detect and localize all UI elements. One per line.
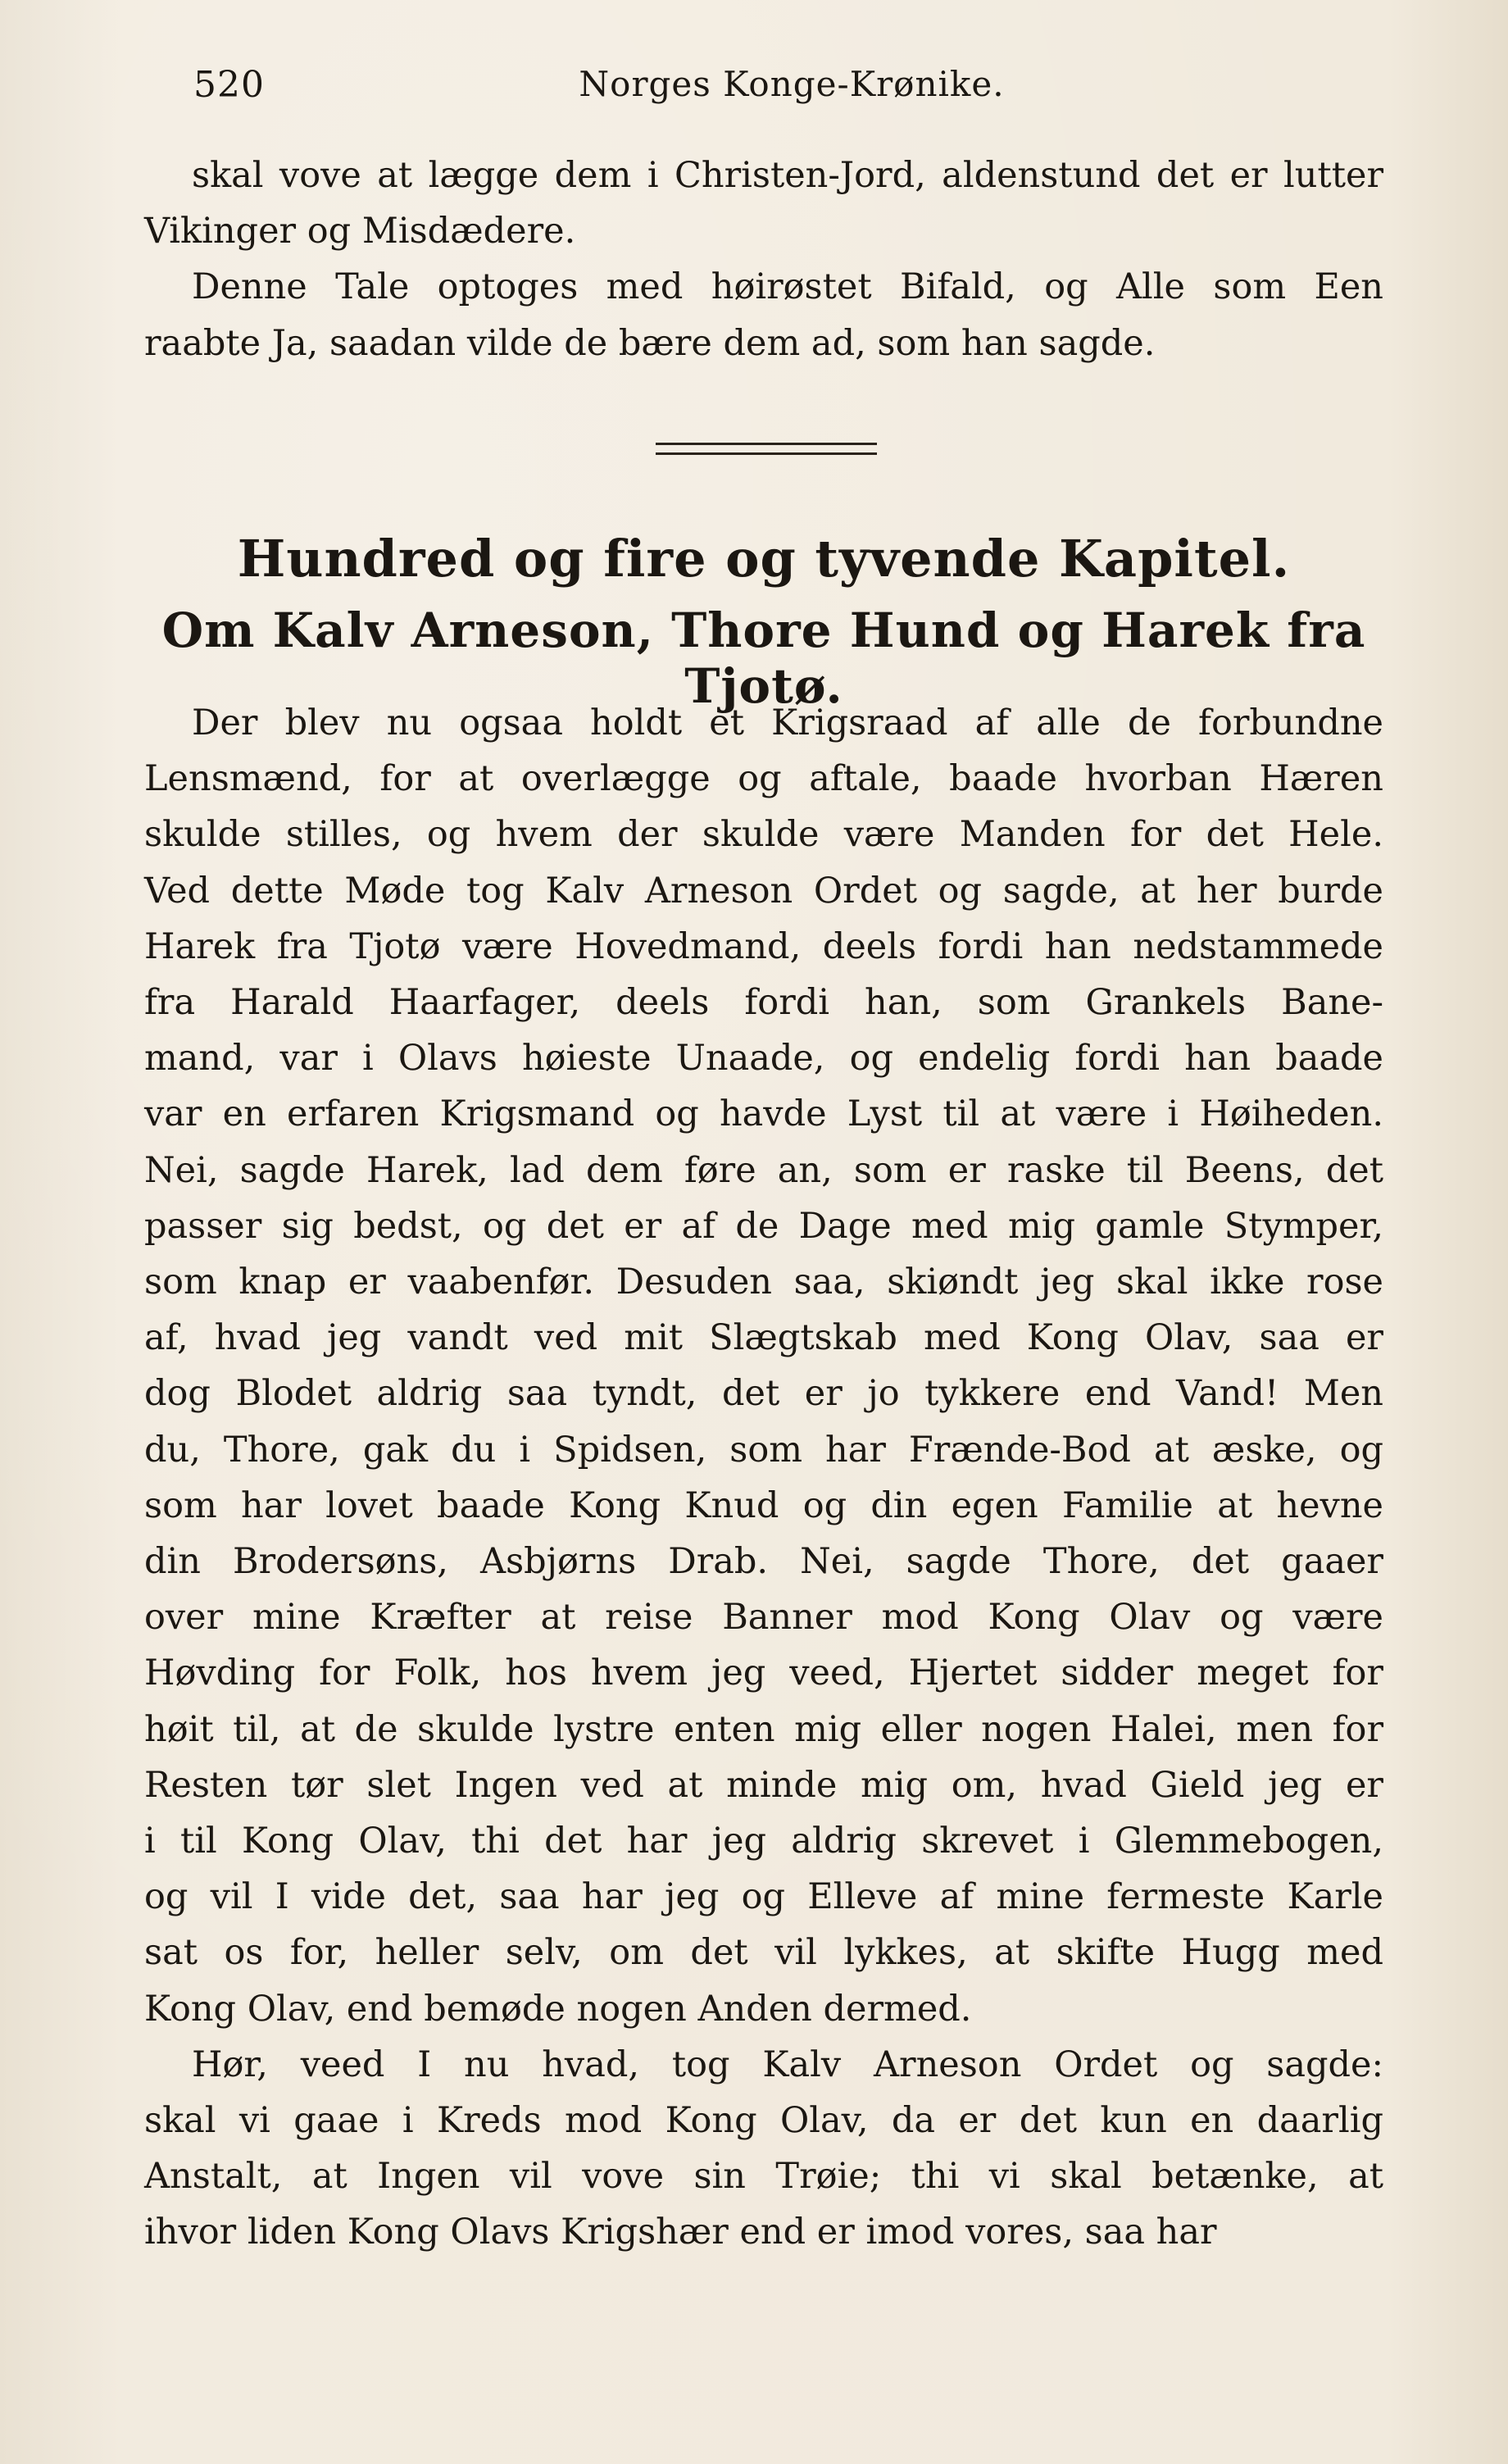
text-line: Kong Olav, end bemøde nogen Anden dermed. — [144, 1988, 972, 2030]
text-line: fra Harald Haarfager, deels fordi han, som Grankels Bane- — [144, 982, 1383, 1024]
divider-line-bottom — [656, 452, 877, 455]
text-line: ihvor liden Kong Olavs Krigshær end er imod vores, saa har — [144, 2212, 1217, 2253]
paragraph — [144, 695, 1383, 2037]
text-line: passer sig bedst, og det er af de Dage med mig gamle Stymper, — [144, 1205, 1383, 1247]
paragraph — [144, 259, 1383, 371]
page-header — [193, 64, 1390, 113]
text-line: skal vi gaae i Kreds mod Kong Olav, da er det kun en daarlig — [144, 2100, 1383, 2142]
chapter-body — [144, 695, 1383, 2261]
text-line: i til Kong Olav, thi det har jeg aldrig skrevet i Glemmebogen, — [144, 1821, 1383, 1862]
text-line: Anstalt, at Ingen vil vove sin Trøie; thi vi skal betænke, at — [144, 2156, 1383, 2198]
text-line: Nei, sagde Harek, lad dem føre an, som er raske til Beens, det — [144, 1149, 1383, 1191]
text-line: Høvding for Folk, hos hvem jeg veed, Hjertet sidder meget for — [144, 1653, 1383, 1694]
text-line: raabte Ja, saadan vilde de bære dem ad, som han sagde. — [144, 322, 1156, 364]
text-line: skal vove at lægge dem i Christen-Jord, aldenstund det er lutter — [192, 155, 1383, 196]
text-line: Vikinger og Misdædere. — [144, 211, 576, 252]
text-line: din Brodersøns, Asbjørns Drab. Nei, sagde Thore, det gaaer — [144, 1541, 1383, 1583]
text-line: over mine Kræfter at reise Banner mod Kong Olav og være — [144, 1597, 1383, 1639]
divider-line-top — [656, 443, 877, 445]
text-line: skulde stilles, og hvem der skulde være Manden for det Hele. — [144, 814, 1383, 856]
text-line: høit til, at de skulde lystre enten mig eller nogen Halei, men for — [144, 1708, 1383, 1750]
paragraph — [144, 148, 1383, 259]
text-line: Ved dette Møde tog Kalv Arneson Ordet og sagde, at her burde — [144, 870, 1383, 911]
text-line: sat os for, heller selv, om det vil lykkes, at skifte Hugg med — [144, 1932, 1383, 1974]
text-line: Denne Tale optoges med høirøstet Bifald, og Alle som Een — [192, 266, 1383, 308]
text-line: og vil I vide det, saa har jeg og Elleve af mine fermeste Karle — [144, 1876, 1383, 1918]
text-line: Lensmænd, for at overlægge og aftale, baade hvorban Hæren — [144, 758, 1383, 800]
top-text-block — [144, 148, 1383, 371]
text-line: Hør, veed I nu hvad, tog Kalv Arneson Ordet og sagde: — [192, 2043, 1383, 2085]
page-number: 520 — [193, 64, 265, 106]
text-line: af, hvad jeg vandt ved mit Slægtskab med Kong Olav, saa er — [144, 1317, 1383, 1359]
section-divider — [656, 443, 877, 457]
text-line: du, Thore, gak du i Spidsen, som har Frænde-Bod at æske, og — [144, 1429, 1383, 1471]
text-line: som har lovet baade Kong Knud og din egen Familie at hevne — [144, 1484, 1383, 1526]
chapter-subtitle: Om Kalv Arneson, Thore Hund og Harek fra Tjotø. — [161, 602, 1366, 714]
text-line: dog Blodet aldrig saa tyndt, det er jo tykkere end Vand! Men — [144, 1373, 1383, 1415]
chapter-title: Hundred og fire og tyvende Kapitel. — [237, 529, 1291, 589]
text-line: var en erfaren Krigsmand og havde Lyst til at være i Høiheden. — [144, 1093, 1383, 1135]
text-line: mand, var i Olavs høieste Unaade, og endelig fordi han baade — [144, 1038, 1383, 1080]
paragraph — [144, 2037, 1383, 2261]
running-head: Norges Konge-Krønike. — [579, 64, 1005, 104]
text-line: som knap er vaabenfør. Desuden saa, skiøndt jeg skal ikke rose — [144, 1262, 1383, 1303]
text-line: Harek fra Tjotø være Hovedmand, deels fordi han nedstammede — [144, 925, 1383, 967]
text-line: Der blev nu ogsaa holdt et Krigsraad af alle de forbundne — [192, 702, 1383, 743]
text-line: Resten tør slet Ingen ved at minde mig om, hvad Gield jeg er — [144, 1764, 1383, 1806]
